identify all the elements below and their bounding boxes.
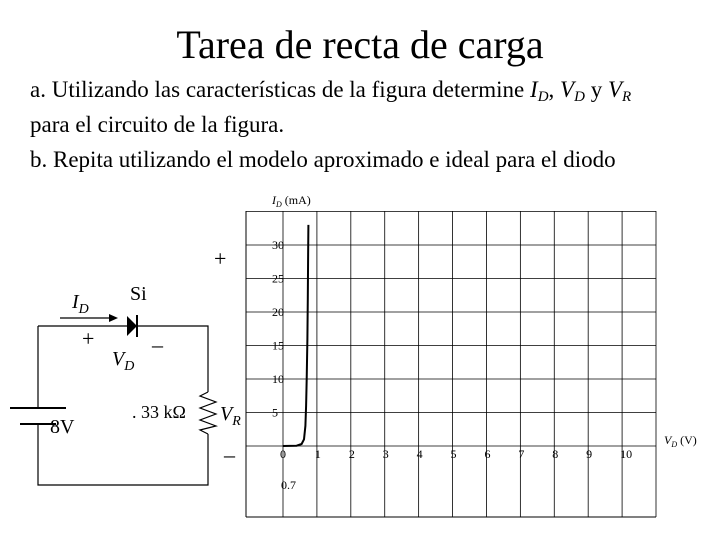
separator: ,	[548, 77, 561, 102]
x-axis-label: $V_D$ (V)	[664, 433, 697, 449]
y-tick-label: 30	[272, 238, 284, 252]
x-tick-label: 9	[586, 447, 593, 461]
x-tick-label: 6	[484, 447, 491, 461]
part-a-line2: para el circuito de la figura.	[30, 112, 285, 137]
x-tick-label: 1	[314, 447, 321, 461]
x-tick-label: 3	[382, 447, 389, 461]
y-tick-label: 20	[272, 305, 284, 319]
x-tick-label: 4	[416, 447, 423, 461]
separator: y	[584, 77, 608, 102]
y-tick-label: 15	[272, 338, 284, 353]
resistor-value: . 33 kΩ	[132, 402, 186, 422]
vd-label: $V_D$	[112, 348, 135, 374]
source-label: 8V	[50, 416, 75, 438]
plus-top: +	[214, 246, 227, 271]
part-a-lead: a. Utilizando las características de la figura determine	[30, 77, 531, 102]
x-tick-label: 5	[450, 447, 457, 461]
minus-diode: –	[152, 332, 163, 357]
x-tick-label: 10	[620, 447, 633, 461]
diode-label: Si	[130, 283, 147, 305]
x-tick-label: 0	[280, 447, 286, 461]
vr-symbol: V	[607, 77, 622, 102]
id-symbol: I	[530, 77, 538, 102]
part-b-text: b. Repita utilizando el modelo aproximado e ideal para el diodo	[30, 147, 616, 172]
y-tick-label: 5	[272, 405, 278, 420]
id-subscript: D	[537, 89, 549, 105]
x-tick-label: 7	[518, 447, 525, 461]
vd-subscript: D	[574, 89, 585, 105]
annotation-0-7: 0.7	[281, 478, 296, 492]
vr-label: $V_R$	[220, 403, 241, 429]
chart-ticks	[272, 238, 632, 461]
y-tick-label: 25	[272, 271, 284, 286]
x-tick-label: 8	[552, 447, 559, 461]
x-tick-label: 2	[348, 447, 355, 461]
y-axis-label: $I_D$ (mA)	[272, 193, 311, 209]
y-tick-label: 10	[272, 372, 284, 386]
slide-title: Tarea de recta de carga	[176, 22, 544, 67]
vr-subscript: R	[622, 89, 632, 105]
vd-symbol: V	[560, 77, 575, 102]
minus-bottom: –	[224, 442, 235, 467]
id-label: $I_D$	[72, 291, 89, 317]
plus-left: +	[82, 326, 95, 351]
